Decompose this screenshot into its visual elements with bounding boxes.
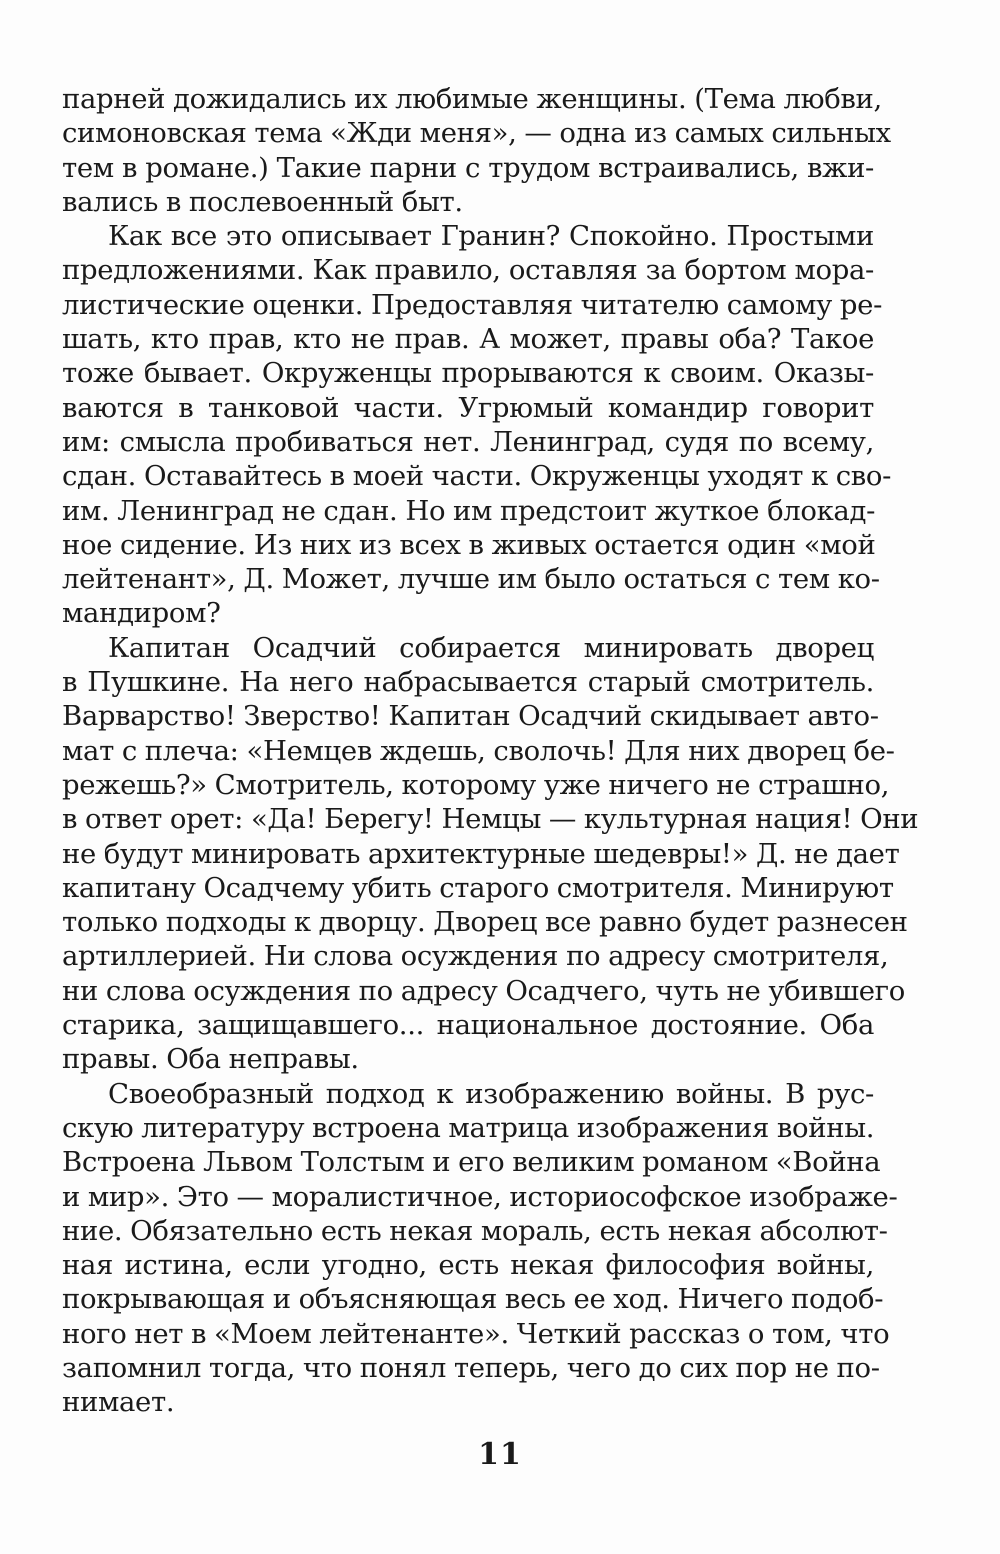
text-line: тем в романе.) Такие парни с трудом встраивались, вжи- [62,151,874,184]
text-line: лейтенант», Д. Может, лучше им было остаться с тем ко- [62,563,880,596]
text-line: симоновская тема «Жди меня», — одна из самых сильных [62,117,891,150]
text-line: им. Ленинград не сдан. Но им предстоит жуткое блокад- [62,494,876,527]
text-line: вались в послевоенный быт. [62,185,463,218]
page-number: 11 [478,1437,522,1472]
text-line: ное сидение. Из них из всех в живых остается один «мой [62,528,876,561]
body-text [62,82,919,1420]
text-line: тоже бывает. Окруженцы прорываются к своим. Оказы- [62,357,874,390]
text-line: листические оценки. Предоставляя читателю самому ре- [62,288,883,321]
text-line: и мир». Это — моралистичное, историософское изображе- [62,1180,898,1213]
text-line: ного нет в «Моем лейтенанте». Четкий рассказ о том, что [62,1317,890,1350]
text-line: нимает. [62,1386,175,1419]
text-line: капитану Осадчему убить старого смотрителя. Минируют [62,871,894,904]
text-line: покрывающая и объясняющая весь ее ход. Ничего подоб- [62,1283,884,1316]
text-line: мандиром? [62,597,221,630]
text-line: старика, защищавшего... национальное достояние. Оба [62,1009,874,1042]
text-line: в Пушкине. На него набрасывается старый смотритель. [62,666,874,699]
text-line: запомнил тогда, что понял теперь, чего до сих пор не по- [62,1351,880,1384]
paragraph-first-line: Капитан Осадчий собирается минировать дворец [108,631,874,664]
text-line: Варварство! Зверство! Капитан Осадчий скидывает авто- [62,700,879,733]
text-line: не будут минировать архитектурные шедевры!» Д. не дает [62,837,900,870]
text-line: Встроена Львом Толстым и его великим романом «Война [62,1146,881,1179]
text-line: скую литературу встроена матрица изображения войны. [62,1111,875,1144]
text-line: в ответ орет: «Да! Берегу! Немцы — культурная нация! Они [62,803,919,836]
text-line: мат с плеча: «Немцев ждешь, сволочь! Для них дворец бе- [62,734,895,767]
text-line: шать, кто прав, кто не прав. А может, правы оба? Такое [62,323,874,356]
text-line: только подходы к дворцу. Дворец все равно будет разнесен [62,906,908,939]
text-line: предложениями. Как правило, оставляя за бортом мора- [62,254,874,287]
text-line: ваются в танковой части. Угрюмый командир говорит [62,391,874,424]
text-line: парней дожидались их любимые женщины. (Тема любви, [62,83,882,115]
text-line: ние. Обязательно есть некая мораль, есть некая абсолют- [62,1214,888,1247]
text-line: им: смысла пробиваться нет. Ленинград, судя по всему, [62,425,874,458]
text-line: режешь?» Смотритель, которому уже ничего не страшно, [62,768,890,801]
text-line: ни слова осуждения по адресу Осадчего, чуть не убившего [62,974,905,1007]
text-line: правы. Оба неправы. [62,1043,359,1076]
paragraph-first-line: Своеобразный подход к изображению войны. В рус- [108,1077,874,1110]
text-line: ная истина, если угодно, есть некая философия войны, [62,1249,874,1282]
paragraph-first-line: Как все это описывает Гранин? Спокойно. Простыми [108,220,874,253]
text-line: артиллерией. Ни слова осуждения по адресу смотрителя, [62,940,889,973]
text-line: сдан. Оставайтесь в моей части. Окруженцы уходят к сво- [62,460,892,493]
